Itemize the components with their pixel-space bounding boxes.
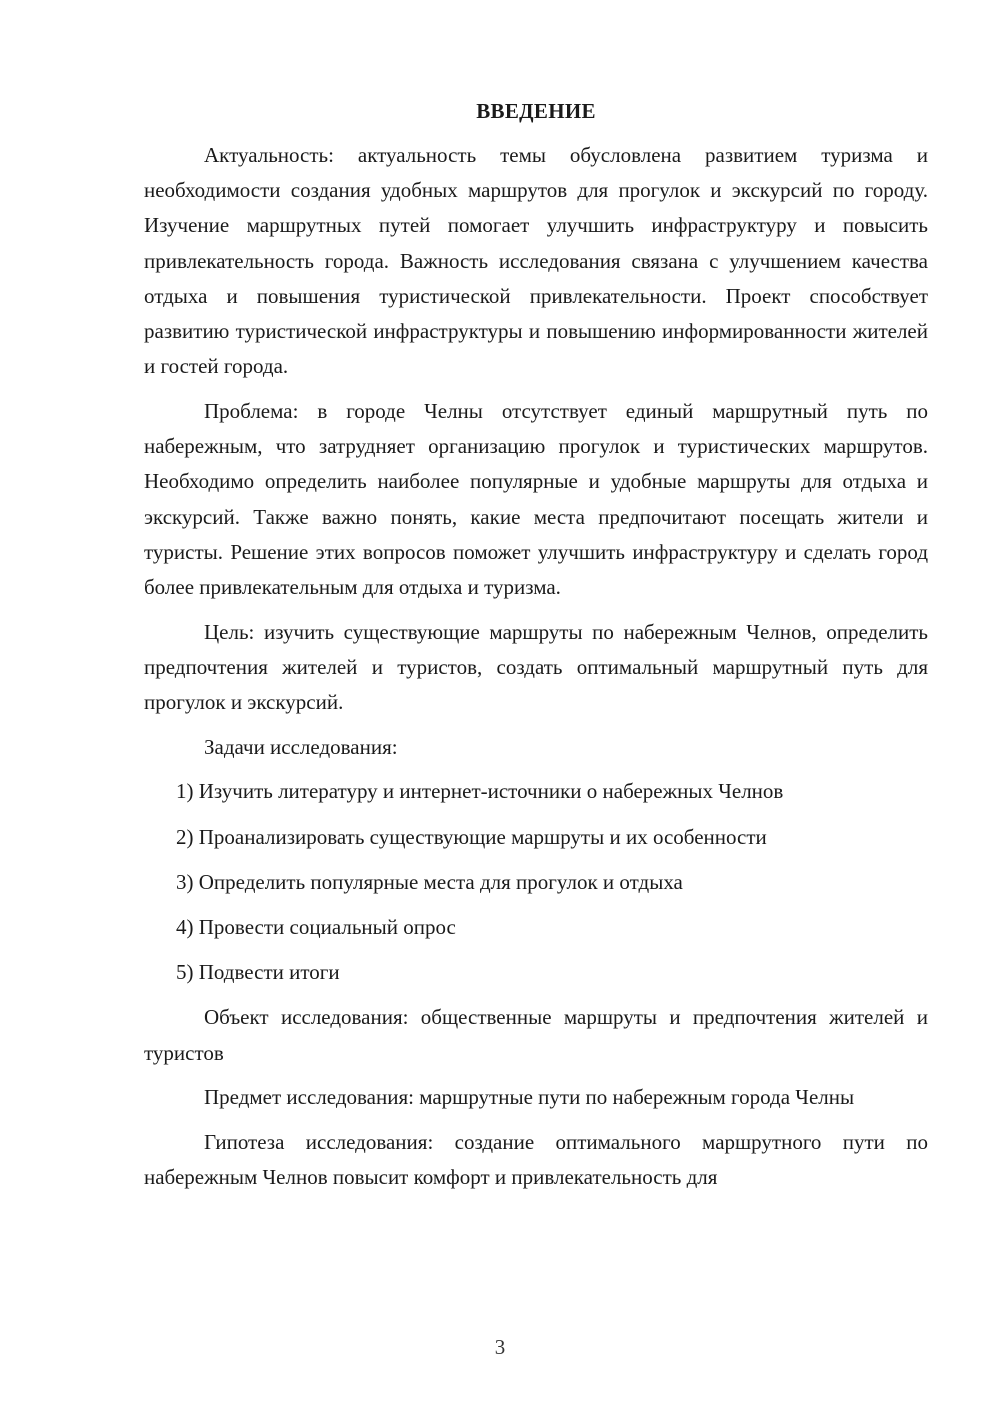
list-item: 3) Определить популярные места для прогулок и отдыха <box>176 869 683 894</box>
list-item: 5) Подвести итоги <box>176 960 340 985</box>
list-item: 2) Проанализировать существующие маршруты и их особенности <box>176 824 767 849</box>
problem-paragraph: Проблема: в городе Челны отсутствует единый маршрутный путь по набережным, что затрудняет организацию прогулок и туристических маршрутов. Необходимо определить наиболее популярные и удобные маршруты для отдыха и экскурсий. Также важно понять, какие места предпочитают посещать жители и туристы. Решение этих вопросов поможет улучшить инфраструктуру и сделать город более привлекательным для отдыха и туризма. <box>144 398 928 599</box>
list-item: 4) Провести социальный опрос <box>176 915 456 940</box>
page-title: ВВЕДЕНИЕ <box>476 99 596 123</box>
tasks-list <box>144 774 928 990</box>
object-paragraph: Объект исследования: общественные маршруты и предпочтения жителей и туристов <box>144 1005 928 1065</box>
list-item: 1) Изучить литературу и интернет-источники о набережных Челнов <box>176 779 784 804</box>
page-number: 3 <box>494 1335 506 1359</box>
subject-paragraph: Предмет исследования: маршрутные пути по набережным города Челны <box>204 1085 855 1110</box>
hypothesis-paragraph: Гипотеза исследования: создание оптимального маршрутного пути по набережным Челнов повысит комфорт и привлекательность для <box>144 1130 928 1190</box>
tasks-heading: Задачи исследования: <box>204 734 398 759</box>
relevance-paragraph: Актуальность: актуальность темы обусловлена развитием туризма и необходимости создания удобных маршрутов для прогулок и экскурсий по городу. Изучение маршрутных путей помогает улучшить инфраструктуру и повысить привлекательность города. Важность исследования связана с улучшением качества отдыха и повышения туристической привлекательности. Проект способствует развитию туристической инфраструктуры и повышению информированности жителей и гостей города. <box>144 143 928 379</box>
goal-paragraph: Цель: изучить существующие маршруты по набережным Челнов, определить предпочтения жителей и туристов, создать оптимальный маршрутный путь для прогулок и экскурсий. <box>144 619 928 715</box>
document-page <box>144 96 928 1205</box>
